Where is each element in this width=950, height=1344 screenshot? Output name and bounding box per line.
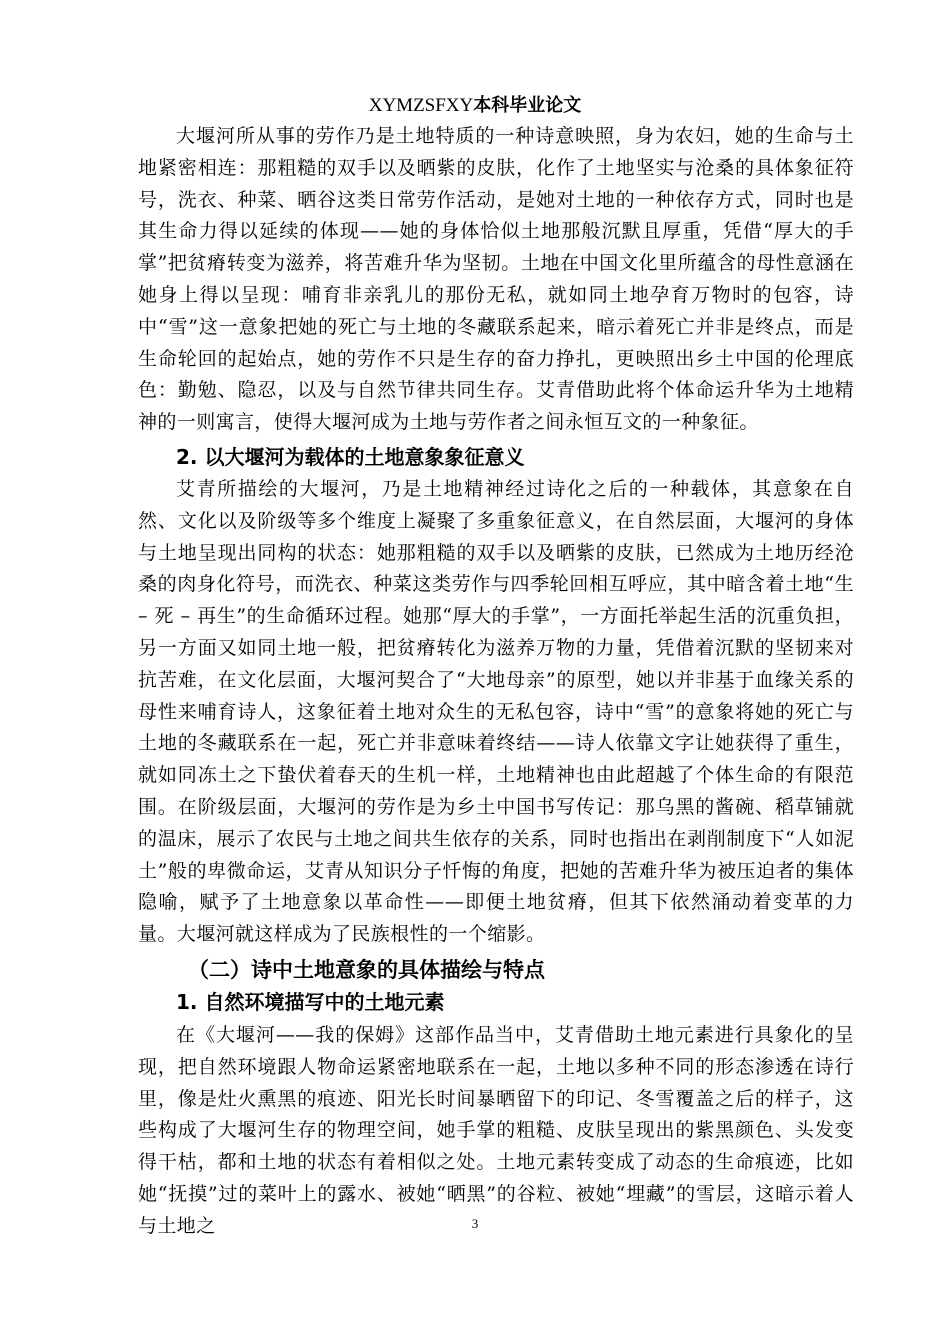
page-number: 3	[471, 1216, 479, 1231]
section-heading-1: 1. 自然环境描写中的土地元素	[176, 990, 445, 1014]
chapter-subheading: （二）诗中土地意象的具体描绘与特点	[188, 958, 545, 982]
body-paragraph-3: 在《大堰河——我的保姆》这部作品当中，艾青借助土地元素进行具象化的呈现，把自然环境跟人物命运紧密地联系在一起，土地以多种不同的形态渗透在诗行里，像是灶火熏黑的痕迹、阳光长时间暴晒留下的印记、冬雪覆盖之后的样子，这些构成了大堰河生存的物理空间，她手掌的粗糙、皮肤呈现出的紫黑颜色、头发变得干枯，都和土地的状态有着相似之处。土地元素转变成了动态的生命痕迹，比如她“抚摸”过的菜叶上的露水、被她“晒黑”的谷粒、被她“埋藏”的雪层，这暗示着人与土地之	[138, 1024, 854, 1237]
body-paragraph-1: 大堰河所从事的劳作乃是土地特质的一种诗意映照，身为农妇，她的生命与土地紧密相连：那粗糙的双手以及晒紫的皮肤，化作了土地坚实与沧桑的具体象征符号，洗衣、种菜、晒谷这类日常劳作活动，是她对土地的一种依存方式，同时也是其生命力得以延续的体现——她的身体恰似土地那般沉默且厚重，凭借“厚大的手掌”把贫瘠转变为滋养，将苦难升华为坚韧。土地在中国文化里所蕴含的母性意涵在她身上得以呈现：哺育非亲乳儿的那份无私，就如同土地孕育万物时的包容，诗中“雪”这一意象把她的死亡与土地的冬藏联系起来，暗示着死亡并非是终点，而是生命轮回的起始点，她的劳作不只是生存的奋力挣扎，更映照出乡土中国的伦理底色：勤勉、隐忍，以及与自然节律共同生存。艾青借助此将个体命运升华为土地精神的一则寓言，使得大堰河成为土地与劳作者之间永恒互文的一种象征。	[138, 125, 854, 434]
section-heading-2: 2. 以大堰河为载体的土地意象象征意义	[176, 445, 525, 469]
header-label: 本科毕业论文	[473, 95, 582, 116]
running-header	[0, 92, 950, 119]
body-paragraph-2: 艾青所描绘的大堰河，乃是土地精神经过诗化之后的一种载体，其意象在自然、文化以及阶级等多个维度上凝聚了多重象征意义，在自然层面，大堰河的身体与土地呈现出同构的状态：她那粗糙的双手以及晒紫的皮肤，已然成为土地历经沧桑的肉身化符号，而洗衣、种菜这类劳作与四季轮回相互呼应，其中暗含着土地“生 – 死 – 再生”的生命循环过程。她那“厚大的手掌”，一方面托举起生活的沉重负担，另一方面又如同土地一般，把贫瘠转化为滋养万物的力量，凭借着沉默的坚韧来对抗苦难，在文化层面，大堰河契合了“大地母亲”的原型，她以并非基于血缘关系的母性来哺育诗人，这象征着土地对众生的无私包容，诗中“雪”的意象将她的死亡与土地的冬藏联系在一起，死亡并非意味着终结——诗人依靠文字让她获得了重生，就如同冻土之下蛰伏着春天的生机一样，土地精神也由此超越了个体生命的有限范围。在阶级层面，大堰河的劳作是为乡土中国书写传记：那乌黑的酱碗、稻草铺就的温床，展示了农民与土地之间共生依存的关系，同时也指出在剥削制度下“人如泥土”般的卑微命运，艾青从知识分子忏悔的角度，把她的苦难升华为被压迫者的集体隐喻，赋予了土地意象以革命性——即便土地贫瘠，但其下依然涌动着变革的力量。大堰河就这样成为了民族根性的一个缩影。	[138, 478, 854, 946]
header-code: XYMZSFXY	[368, 95, 474, 116]
